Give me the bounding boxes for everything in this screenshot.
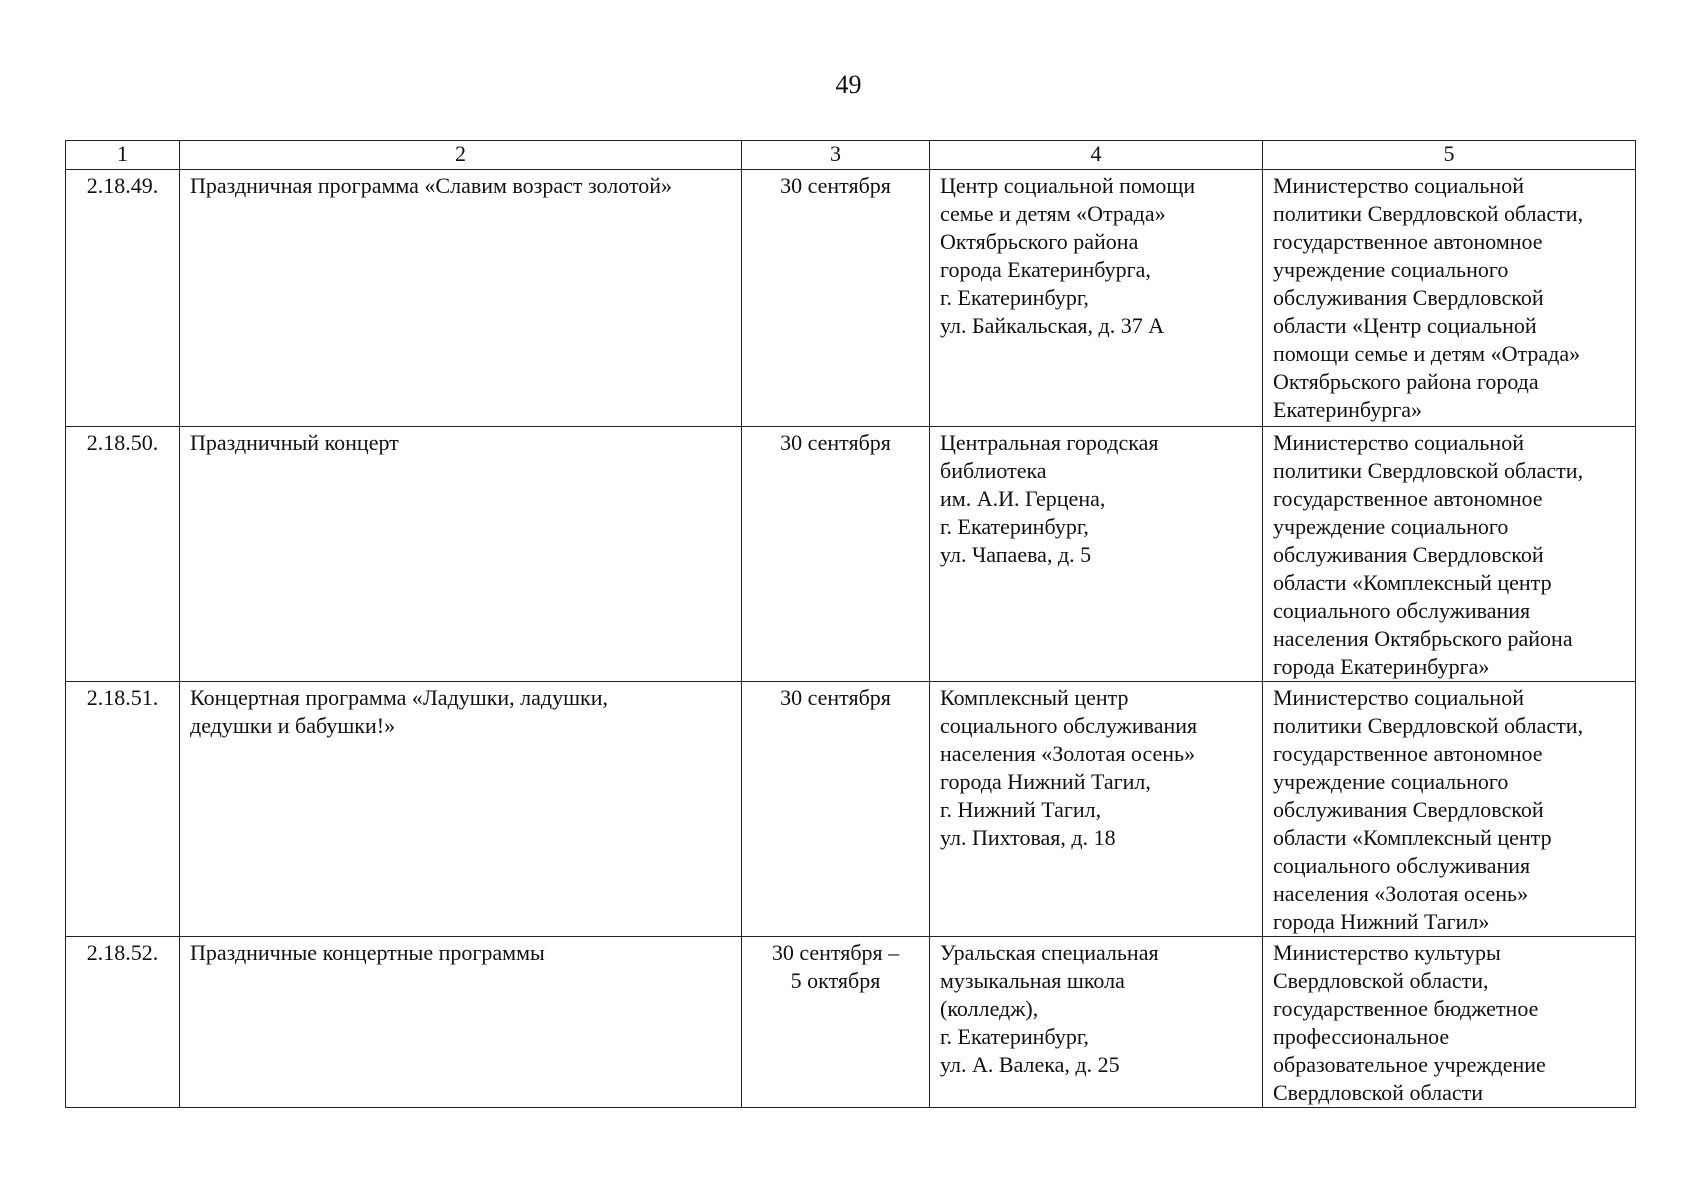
item-number-cell: 2.18.51. [66, 682, 180, 937]
table-row [66, 937, 1636, 1108]
organizer-cell: Министерство социальной политики Свердловской области, государственное автономное учреждение социального обслуживания Свердловской области «Центр социальной помощи семье и детям «Отрада» Октябрьского района города Екатеринбурга» [1263, 170, 1636, 427]
column-header: 5 [1263, 141, 1636, 170]
date-cell: 30 сентября [742, 427, 930, 682]
column-header: 1 [66, 141, 180, 170]
column-header: 2 [180, 141, 742, 170]
venue-cell: Центр социальной помощи семье и детям «Отрада» Октябрьского района города Екатеринбурга, г. Екатеринбург, ул. Байкальская, д. 37 А [930, 170, 1263, 427]
column-header: 3 [742, 141, 930, 170]
venue-cell: Комплексный центр социального обслуживания населения «Золотая осень» города Нижний Тагил, г. Нижний Тагил, ул. Пихтовая, д. 18 [930, 682, 1263, 937]
table-header-row [66, 141, 1636, 170]
event-name-cell: Праздничная программа «Славим возраст золотой» [180, 170, 742, 427]
organizer-cell: Министерство культуры Свердловской области, государственное бюджетное профессиональное образовательное учреждение Свердловской области [1263, 937, 1636, 1108]
column-header: 4 [930, 141, 1263, 170]
item-number-cell: 2.18.50. [66, 427, 180, 682]
event-name-cell: Концертная программа «Ладушки, ладушки, дедушки и бабушки!» [180, 682, 742, 937]
organizer-cell: Министерство социальной политики Свердловской области, государственное автономное учреждение социального обслуживания Свердловской области «Комплексный центр социального обслуживания населения «Золотая осень» города Нижний Тагил» [1263, 682, 1636, 937]
venue-cell: Центральная городская библиотека им. А.И. Герцена, г. Екатеринбург, ул. Чапаева, д. 5 [930, 427, 1263, 682]
event-name-cell: Праздничный концерт [180, 427, 742, 682]
date-cell: 30 сентября [742, 170, 930, 427]
table-row [66, 427, 1636, 682]
venue-cell: Уральская специальная музыкальная школа (колледж), г. Екатеринбург, ул. А. Валека, д. 25 [930, 937, 1263, 1108]
events-table [65, 140, 1636, 1108]
date-cell: 30 сентября [742, 682, 930, 937]
page-number: 49 [835, 70, 862, 99]
item-number-cell: 2.18.49. [66, 170, 180, 427]
date-cell: 30 сентября – 5 октября [742, 937, 930, 1108]
table-row [66, 682, 1636, 937]
organizer-cell: Министерство социальной политики Свердловской области, государственное автономное учреждение социального обслуживания Свердловской области «Комплексный центр социального обслуживания населения Октябрьского района города Екатеринбурга» [1263, 427, 1636, 682]
item-number-cell: 2.18.52. [66, 937, 180, 1108]
event-name-cell: Праздничные концертные программы [180, 937, 742, 1108]
table-row [66, 170, 1636, 427]
